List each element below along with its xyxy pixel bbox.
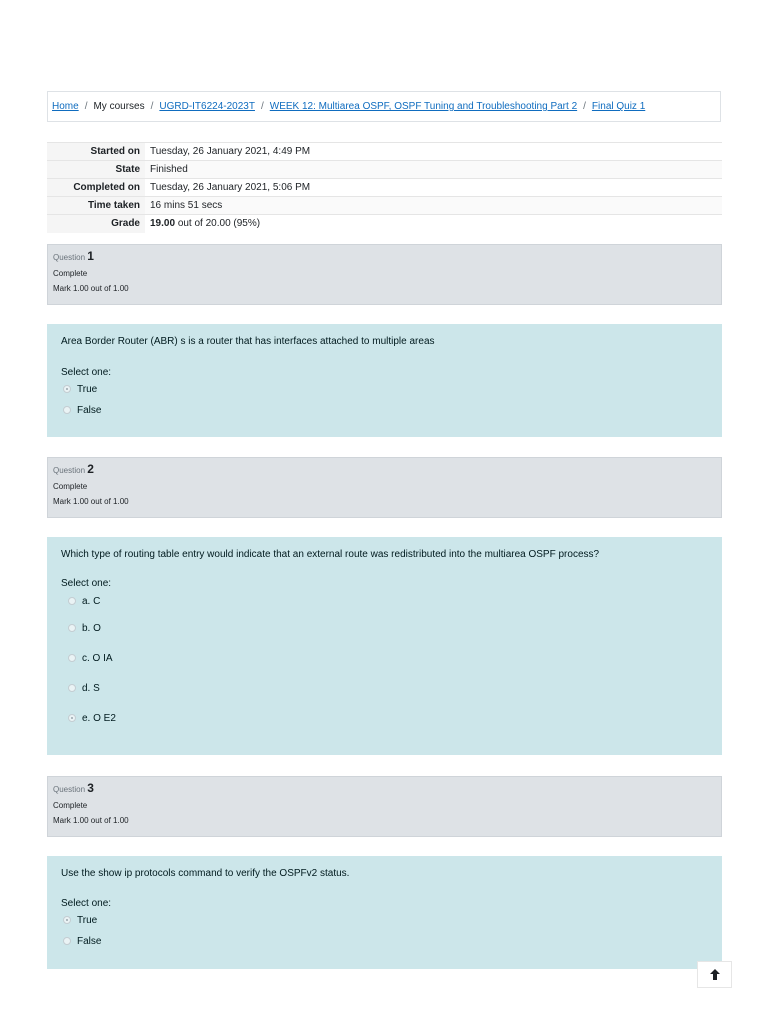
question-mark: Mark 1.00 out of 1.00 bbox=[53, 284, 129, 293]
summary-row-state bbox=[47, 161, 722, 179]
option-label: b. O bbox=[82, 622, 101, 634]
question-number: 3 bbox=[87, 781, 94, 795]
grade-score: 19.00 bbox=[150, 218, 176, 230]
option-label: False bbox=[77, 404, 102, 416]
answer-option-a[interactable] bbox=[61, 589, 708, 613]
summary-label: Completed on bbox=[47, 179, 145, 197]
question-status: Complete bbox=[53, 269, 88, 278]
select-one-prompt: Select one: bbox=[61, 367, 112, 378]
radio-button[interactable] bbox=[68, 597, 76, 605]
breadcrumb-separator: / bbox=[84, 101, 88, 112]
summary-row-completed-on bbox=[47, 179, 722, 197]
question-text: Which type of routing table entry would indicate that an external route was redistributed into the multiarea OSPF process? bbox=[61, 549, 600, 560]
summary-value: Tuesday, 26 January 2021, 4:49 PM bbox=[145, 143, 722, 161]
summary-label: State bbox=[47, 161, 145, 179]
summary-label: Started on bbox=[47, 143, 145, 161]
question-label: Question bbox=[53, 253, 86, 262]
question-label: Question bbox=[53, 785, 86, 794]
radio-button[interactable] bbox=[63, 406, 71, 414]
breadcrumb-separator: / bbox=[583, 101, 586, 112]
breadcrumb-separator: / bbox=[260, 101, 264, 112]
summary-row-started-on bbox=[47, 143, 722, 161]
option-label: True bbox=[77, 383, 98, 395]
summary-label: Grade bbox=[47, 215, 145, 233]
question-label: Question bbox=[53, 466, 86, 475]
question-number: 2 bbox=[87, 462, 94, 476]
question-3-info bbox=[47, 776, 722, 837]
grade-rest: out of 20.00 (95%) bbox=[177, 218, 261, 230]
answer-option-false[interactable] bbox=[61, 931, 708, 951]
attempt-summary-table bbox=[47, 142, 722, 233]
answer-option-true[interactable] bbox=[61, 379, 708, 399]
breadcrumb-quiz-link[interactable]: Final Quiz 1 bbox=[591, 101, 646, 112]
breadcrumb bbox=[47, 91, 721, 122]
question-mark: Mark 1.00 out of 1.00 bbox=[53, 497, 129, 506]
summary-value: Finished bbox=[145, 161, 722, 179]
question-mark: Mark 1.00 out of 1.00 bbox=[53, 816, 129, 825]
radio-button[interactable] bbox=[68, 714, 76, 722]
option-label: True bbox=[77, 914, 98, 926]
radio-button[interactable] bbox=[63, 916, 71, 924]
answer-option-e[interactable] bbox=[61, 703, 708, 733]
question-status: Complete bbox=[53, 801, 88, 810]
summary-value bbox=[145, 215, 722, 233]
select-one-prompt: Select one: bbox=[61, 578, 112, 589]
summary-row-time-taken bbox=[47, 197, 722, 215]
back-to-top-button[interactable] bbox=[697, 961, 732, 988]
question-3-content bbox=[47, 856, 722, 969]
question-1-content bbox=[47, 324, 722, 437]
option-label: a. C bbox=[82, 595, 101, 607]
breadcrumb-separator: / bbox=[150, 101, 154, 112]
radio-button[interactable] bbox=[63, 937, 71, 945]
option-label: False bbox=[77, 935, 102, 947]
summary-label: Time taken bbox=[47, 197, 145, 215]
answer-option-b[interactable] bbox=[61, 613, 708, 643]
breadcrumb-home-link[interactable]: Home bbox=[52, 101, 79, 112]
answer-option-false[interactable] bbox=[61, 400, 708, 420]
summary-value: Tuesday, 26 January 2021, 5:06 PM bbox=[145, 179, 722, 197]
option-label: e. O E2 bbox=[82, 712, 116, 724]
radio-button[interactable] bbox=[68, 684, 76, 692]
breadcrumb-week-link[interactable]: WEEK 12: Multiarea OSPF, OSPF Tuning and Troubleshooting Part 2 bbox=[269, 101, 578, 112]
option-label: d. S bbox=[82, 682, 100, 694]
summary-value: 16 mins 51 secs bbox=[145, 197, 722, 215]
arrow-up-icon bbox=[710, 969, 720, 980]
answer-option-c[interactable] bbox=[61, 643, 708, 673]
answer-option-true[interactable] bbox=[61, 910, 708, 930]
select-one-prompt: Select one: bbox=[61, 898, 112, 909]
summary-row-grade bbox=[47, 215, 722, 233]
question-2-info bbox=[47, 457, 722, 518]
question-text: Area Border Router (ABR) s is a router that has interfaces attached to multiple areas bbox=[61, 336, 435, 347]
option-label: c. O IA bbox=[82, 652, 113, 664]
breadcrumb-course-link[interactable]: UGRD-IT6224-2023T bbox=[159, 101, 255, 112]
question-number: 1 bbox=[87, 249, 94, 263]
question-2-content bbox=[47, 537, 722, 755]
question-text: Use the show ip protocols command to verify the OSPFv2 status. bbox=[61, 868, 350, 879]
radio-button[interactable] bbox=[63, 385, 71, 393]
question-status: Complete bbox=[53, 482, 88, 491]
breadcrumb-my-courses: My courses bbox=[93, 101, 145, 112]
radio-button[interactable] bbox=[68, 624, 76, 632]
radio-button[interactable] bbox=[68, 654, 76, 662]
question-1-info bbox=[47, 244, 722, 305]
answer-option-d[interactable] bbox=[61, 673, 708, 703]
